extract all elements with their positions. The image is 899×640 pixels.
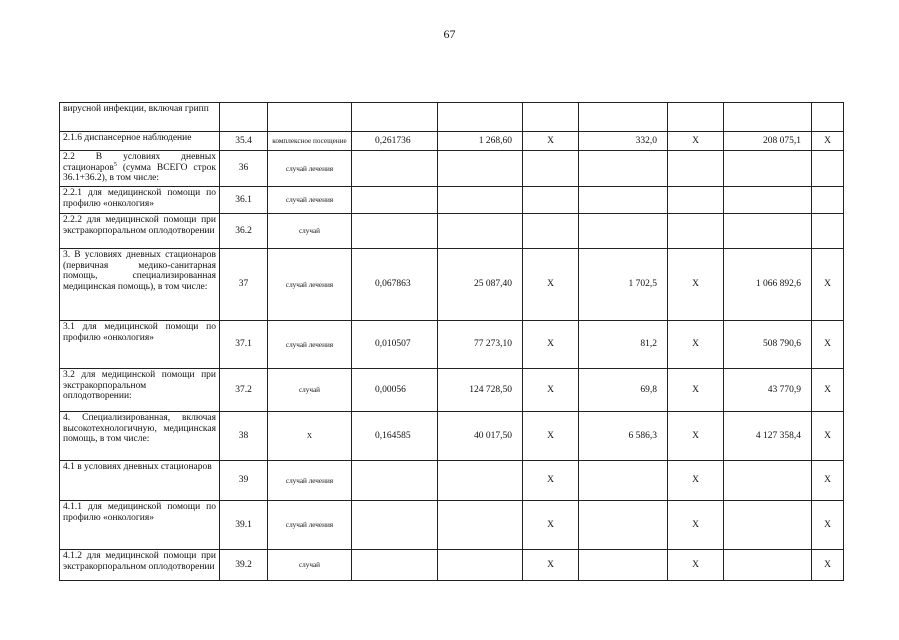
table-row — [60, 214, 844, 249]
table-row — [60, 461, 844, 501]
row-col8: X — [668, 461, 724, 501]
row-col9 — [724, 214, 812, 249]
row-norm: 0,164585 — [352, 412, 438, 461]
row-col7 — [579, 214, 668, 249]
row-unit: X — [268, 412, 352, 461]
row-col8: X — [668, 249, 724, 321]
row-label: 2.1.6 диспансерное наблюдение — [60, 132, 220, 151]
table-row — [60, 187, 844, 214]
row-cost — [438, 103, 523, 132]
row-cost — [438, 187, 523, 214]
row-col10: X — [812, 461, 844, 501]
row-label: 4.1 в условиях дневных стационаров — [60, 461, 220, 501]
row-col10: X — [812, 501, 844, 550]
row-cost — [438, 151, 523, 187]
row-unit: случай — [268, 214, 352, 249]
row-cost — [438, 461, 523, 501]
row-code: 37.2 — [220, 369, 268, 412]
row-label: вирусной инфекции, включая грипп — [60, 103, 220, 132]
row-norm — [352, 187, 438, 214]
row-label: 3.2 для медицинской помощи при экстракорпоральном оплодотворении: — [60, 369, 220, 412]
row-label: 4.1.1 для медицинской помощи по профилю «онкология» — [60, 501, 220, 550]
row-col6 — [523, 214, 579, 249]
row-col10: X — [812, 249, 844, 321]
row-col10 — [812, 151, 844, 187]
row-code: 39.2 — [220, 550, 268, 581]
row-col9: 508 790,6 — [724, 321, 812, 369]
table-row — [60, 369, 844, 412]
row-unit: случай лечения — [268, 321, 352, 369]
row-col9 — [724, 461, 812, 501]
row-col9 — [724, 501, 812, 550]
row-cost: 25 087,40 — [438, 249, 523, 321]
row-norm — [352, 151, 438, 187]
row-cost: 124 728,50 — [438, 369, 523, 412]
row-cost — [438, 550, 523, 581]
row-col7 — [579, 461, 668, 501]
row-col8 — [668, 103, 724, 132]
row-code: 36.2 — [220, 214, 268, 249]
row-col7 — [579, 187, 668, 214]
row-col10: X — [812, 412, 844, 461]
row-col8: X — [668, 550, 724, 581]
row-col6: X — [523, 321, 579, 369]
row-col7: 332,0 — [579, 132, 668, 151]
row-label: 2.2.1 для медицинской помощи по профилю «онкология» — [60, 187, 220, 214]
row-cost — [438, 501, 523, 550]
table-row — [60, 132, 844, 151]
row-unit: случай лечения — [268, 249, 352, 321]
table-row — [60, 321, 844, 369]
row-col6 — [523, 187, 579, 214]
row-code — [220, 103, 268, 132]
row-col7: 81,2 — [579, 321, 668, 369]
row-col6 — [523, 103, 579, 132]
row-label: 2.2.2 для медицинской помощи при экстракорпоральном оплодотворении — [60, 214, 220, 249]
row-col6: X — [523, 550, 579, 581]
row-code: 39.1 — [220, 501, 268, 550]
row-norm — [352, 461, 438, 501]
table-row — [60, 550, 844, 581]
table-row — [60, 151, 844, 187]
row-cost: 1 268,60 — [438, 132, 523, 151]
row-col9: 4 127 358,4 — [724, 412, 812, 461]
row-unit: случай — [268, 369, 352, 412]
row-col6 — [523, 151, 579, 187]
row-col6: X — [523, 369, 579, 412]
row-col8: X — [668, 501, 724, 550]
row-cost: 77 273,10 — [438, 321, 523, 369]
row-code: 36 — [220, 151, 268, 187]
row-code: 36.1 — [220, 187, 268, 214]
row-col7 — [579, 550, 668, 581]
table-row — [60, 249, 844, 321]
row-col8: X — [668, 132, 724, 151]
page-number: 67 — [443, 27, 456, 41]
row-col6: X — [523, 461, 579, 501]
table-row — [60, 501, 844, 550]
financing-table — [59, 102, 844, 581]
row-code: 35.4 — [220, 132, 268, 151]
row-unit: комплексное посещение — [268, 132, 352, 151]
row-col9 — [724, 187, 812, 214]
row-col6: X — [523, 501, 579, 550]
row-col10 — [812, 187, 844, 214]
row-col6: X — [523, 249, 579, 321]
row-col9: 43 770,9 — [724, 369, 812, 412]
row-code: 39 — [220, 461, 268, 501]
row-col10 — [812, 103, 844, 132]
row-col10: X — [812, 369, 844, 412]
row-norm: 0,010507 — [352, 321, 438, 369]
row-col8 — [668, 214, 724, 249]
row-label: 4.1.2 для медицинской помощи при экстракорпоральном оплодотворении — [60, 550, 220, 581]
row-col9: 208 075,1 — [724, 132, 812, 151]
row-col9 — [724, 550, 812, 581]
row-unit: случай лечения — [268, 461, 352, 501]
row-norm: 0,067863 — [352, 249, 438, 321]
row-col7 — [579, 103, 668, 132]
row-col6: X — [523, 412, 579, 461]
row-label: 2.2 В условиях дневных стационаров$^5$ (сумма ВСЕГО строк 36.1+36.2), в том числе: — [60, 151, 220, 187]
row-norm — [352, 214, 438, 249]
row-norm — [352, 501, 438, 550]
row-unit — [268, 103, 352, 132]
row-col10 — [812, 214, 844, 249]
row-col8: X — [668, 321, 724, 369]
row-unit: случай лечения — [268, 151, 352, 187]
row-unit: случай лечения — [268, 187, 352, 214]
row-col9: 1 066 892,6 — [724, 249, 812, 321]
row-col8: X — [668, 369, 724, 412]
table-row — [60, 103, 844, 132]
row-col8 — [668, 187, 724, 214]
row-col10: X — [812, 550, 844, 581]
row-norm: 0,261736 — [352, 132, 438, 151]
row-col9 — [724, 151, 812, 187]
row-cost — [438, 214, 523, 249]
row-label: 4. Специализированная, включая высокотехнологичную, медицинская помощь, в том числе: — [60, 412, 220, 461]
row-cost: 40 017,50 — [438, 412, 523, 461]
row-col8: X — [668, 412, 724, 461]
row-norm: 0,00056 — [352, 369, 438, 412]
row-label: 3. В условиях дневных стационаров (первичная медико-санитарная помощь, специализированная медицинская помощь), в том числе: — [60, 249, 220, 321]
row-unit: случай — [268, 550, 352, 581]
row-code: 37.1 — [220, 321, 268, 369]
row-unit: случай лечения — [268, 501, 352, 550]
row-col7: 1 702,5 — [579, 249, 668, 321]
table-row — [60, 412, 844, 461]
row-code: 38 — [220, 412, 268, 461]
row-col10: X — [812, 132, 844, 151]
row-code: 37 — [220, 249, 268, 321]
row-col6: X — [523, 132, 579, 151]
row-col9 — [724, 103, 812, 132]
row-col7: 69,8 — [579, 369, 668, 412]
row-col7 — [579, 501, 668, 550]
row-norm — [352, 550, 438, 581]
row-norm — [352, 103, 438, 132]
row-label: 3.1 для медицинской помощи по профилю «онкология» — [60, 321, 220, 369]
row-col7: 6 586,3 — [579, 412, 668, 461]
row-col7 — [579, 151, 668, 187]
row-col10: X — [812, 321, 844, 369]
row-col8 — [668, 151, 724, 187]
